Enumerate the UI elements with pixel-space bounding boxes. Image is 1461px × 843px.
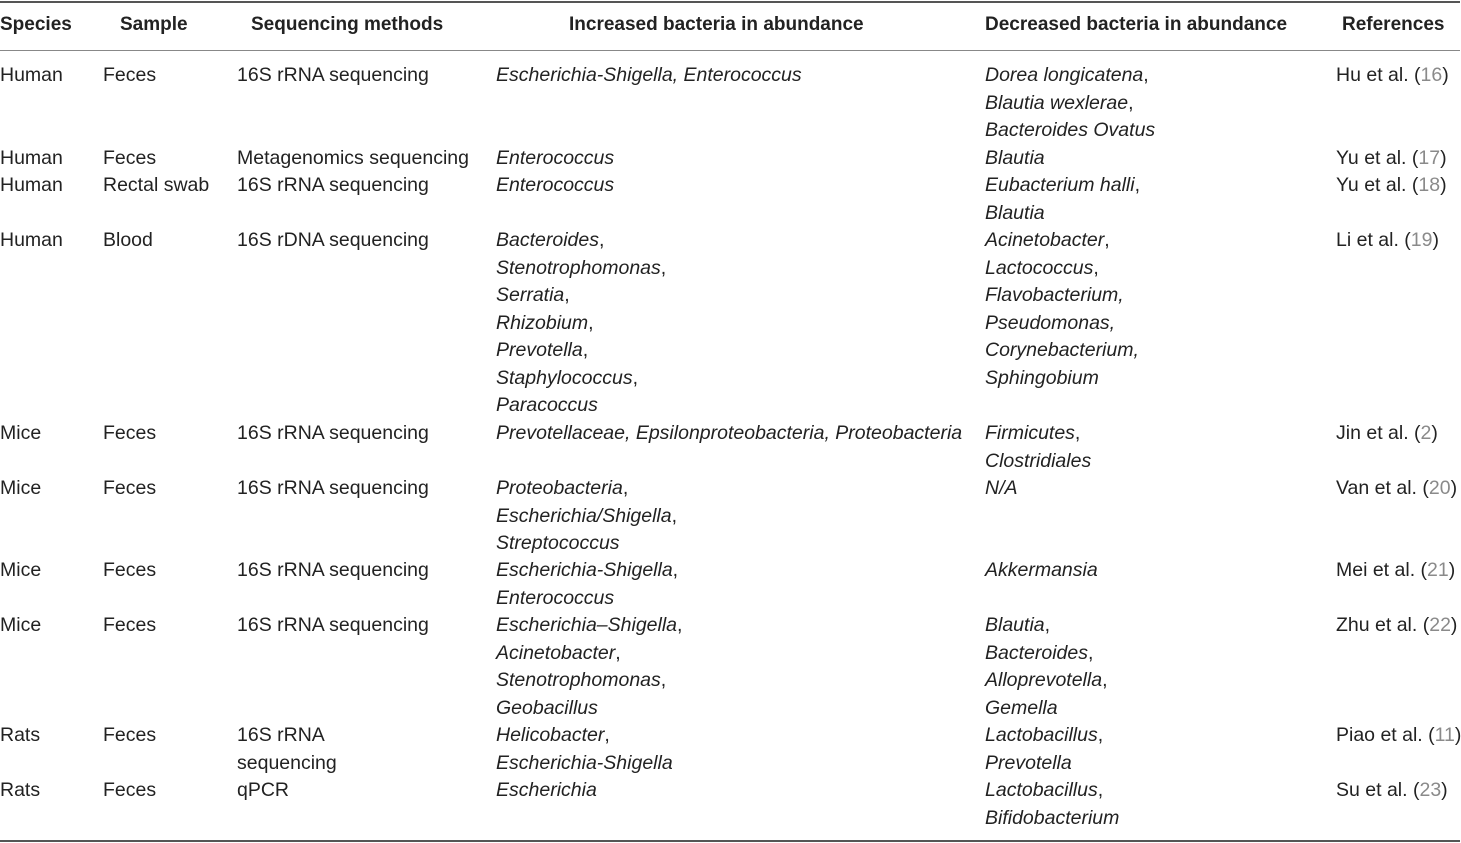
decreased-line (985, 750, 1103, 778)
increased-line (496, 530, 677, 558)
reference-author: Van et al. ( (1336, 477, 1429, 499)
taxon-name: Blautia (985, 147, 1045, 169)
increased-line (496, 640, 682, 668)
method-cell (237, 172, 429, 200)
increased-line (496, 310, 666, 338)
taxon-separator: , (604, 724, 610, 746)
reference-author: Yu et al. ( (1336, 147, 1419, 169)
taxon-name: Stenotrophomonas (496, 669, 661, 691)
increased-line (496, 777, 597, 805)
sample-cell: Feces (103, 779, 157, 801)
species-cell: Human (0, 174, 63, 196)
taxon-name: Lactococcus (985, 256, 1094, 279)
increased-line (496, 392, 666, 420)
taxon-separator: , (671, 504, 678, 527)
decreased-cell (985, 227, 1139, 392)
taxon-name: Escherichia (496, 779, 597, 801)
increased-line (496, 365, 666, 393)
header-decreased-bacteria: Decreased bacteria in abundance (985, 14, 1288, 35)
reference-author: Jin et al. ( (1336, 422, 1421, 444)
taxon-separator: , (1134, 174, 1140, 196)
reference-number: 22 (1429, 614, 1451, 636)
taxon-separator: , (1104, 229, 1110, 251)
reference-close: ) (1432, 229, 1439, 251)
method-cell (237, 227, 429, 255)
taxon-name: Alloprevotella (985, 669, 1103, 691)
taxon-name: Lactobacillus (985, 779, 1098, 801)
decreased-line (985, 777, 1119, 805)
taxon-name: Prevotella (985, 751, 1072, 774)
method-line: sequencing (237, 751, 337, 774)
decreased-cell (985, 62, 1155, 145)
decreased-line (985, 172, 1140, 200)
taxon-name: Blautia wexlerae (985, 91, 1129, 114)
header-rule (0, 50, 1460, 51)
reference-number: 23 (1419, 779, 1442, 801)
reference-number: 11 (1434, 724, 1455, 746)
reference-close: ) (1431, 422, 1438, 444)
increased-line (496, 722, 673, 750)
decreased-line (985, 90, 1155, 118)
decreased-cell (985, 777, 1119, 832)
method-cell (237, 777, 289, 805)
method-cell (237, 420, 429, 448)
sample-cell: Feces (103, 559, 157, 581)
taxon-separator: , (1074, 422, 1081, 444)
taxon-name: Escherichia/Shigella (496, 504, 672, 527)
taxon-name: Escherichia-Shigella (496, 559, 673, 581)
increased-line (496, 227, 666, 255)
species-cell: Human (0, 64, 63, 86)
header-increased-bacteria: Increased bacteria in abundance (569, 14, 864, 35)
sample-cell: Feces (103, 614, 157, 636)
reference-number: 21 (1427, 559, 1449, 581)
increased-cell (496, 475, 677, 558)
decreased-line (985, 475, 1018, 503)
decreased-cell (985, 172, 1140, 227)
decreased-cell (985, 145, 1045, 173)
decreased-line (985, 557, 1098, 585)
taxon-separator: , (1102, 669, 1108, 691)
reference-cell (1336, 420, 1438, 448)
increased-cell (496, 227, 666, 420)
reference-cell (1336, 145, 1447, 173)
taxon-separator: , (1044, 614, 1051, 636)
increased-cell (496, 62, 802, 90)
taxon-name: Escherichia–Shigella (496, 614, 678, 636)
reference-close: ) (1440, 147, 1447, 169)
header-sample: Sample (120, 14, 188, 35)
reference-cell (1336, 722, 1461, 750)
taxon-separator: , (1143, 64, 1149, 86)
reference-cell (1336, 612, 1457, 640)
taxon-separator: , (660, 256, 667, 279)
reference-author: Mei et al. ( (1336, 559, 1428, 581)
decreased-line (985, 117, 1155, 145)
taxon-name: Acinetobacter (985, 229, 1105, 251)
header-species: Species (0, 14, 72, 35)
taxon-name: Bifidobacterium (985, 806, 1120, 829)
taxon-separator: , (615, 641, 621, 664)
reference-close: ) (1448, 559, 1456, 581)
increased-cell (496, 612, 682, 722)
taxon-name: Blautia (985, 614, 1045, 636)
taxon-name: Sphingobium (985, 366, 1099, 389)
taxon-name: Staphylococcus (496, 366, 633, 389)
taxon-name: Bacteroides (496, 229, 599, 251)
taxon-separator: , (588, 311, 594, 334)
reference-close: ) (1440, 174, 1447, 196)
reference-author: Piao et al. ( (1336, 724, 1435, 746)
increased-line (496, 255, 666, 283)
taxon-separator: , (1087, 641, 1094, 664)
method-cell (237, 557, 429, 585)
taxon-name: Proteobacteria (496, 477, 623, 499)
reference-close: ) (1441, 779, 1448, 801)
increased-line (496, 750, 673, 778)
method-line: 16S rRNA sequencing (237, 559, 429, 581)
decreased-cell (985, 420, 1091, 475)
decreased-line (985, 695, 1108, 723)
taxon-separator: , (1097, 779, 1104, 801)
reference-author: Hu et al. ( (1336, 64, 1421, 86)
decreased-cell (985, 722, 1103, 777)
method-line: 16S rRNA sequencing (237, 477, 429, 499)
method-cell (237, 612, 429, 640)
taxon-name: Geobacillus (496, 696, 598, 719)
species-cell: Mice (0, 614, 42, 636)
reference-cell (1336, 227, 1439, 255)
increased-cell (496, 557, 678, 612)
taxon-name: Enterococcus (496, 174, 615, 196)
taxon-name: Gemella (985, 696, 1058, 719)
reference-author: Zhu et al. ( (1336, 614, 1430, 636)
method-cell (237, 145, 469, 173)
taxon-separator: , (672, 559, 679, 581)
reference-close: ) (1454, 724, 1461, 746)
taxon-separator: , (1093, 256, 1099, 279)
decreased-line (985, 420, 1091, 448)
decreased-line (985, 337, 1139, 365)
taxon-separator: , (632, 366, 638, 389)
taxon-name: Enterococcus (496, 147, 615, 169)
increased-line (496, 695, 682, 723)
species-cell: Human (0, 229, 63, 251)
increased-line (496, 62, 802, 90)
reference-number: 2 (1420, 422, 1432, 444)
taxon-name: Prevotella (496, 339, 583, 361)
table-top-rule (0, 1, 1460, 3)
increased-cell (496, 172, 614, 200)
increased-cell (496, 777, 597, 805)
increased-line (496, 420, 962, 448)
sample-cell: Feces (103, 422, 157, 444)
taxon-name: Escherichia-Shigella (496, 751, 673, 774)
taxon-name: Bacteroides Ovatus (985, 119, 1156, 141)
taxon-separator: , (1097, 724, 1104, 746)
decreased-line (985, 62, 1155, 90)
decreased-line (985, 255, 1139, 283)
decreased-line (985, 227, 1139, 255)
sample-cell: Feces (103, 64, 157, 86)
taxon-name: Pseudomonas, (985, 311, 1116, 334)
increased-line (496, 145, 614, 173)
sample-cell: Feces (103, 724, 157, 746)
decreased-line (985, 640, 1108, 668)
species-cell: Rats (0, 779, 41, 801)
taxon-name: Helicobacter (496, 724, 605, 746)
reference-number: 20 (1428, 477, 1451, 499)
taxon-separator: , (660, 669, 667, 691)
header-sequencing-methods: Sequencing methods (251, 14, 444, 35)
sample-cell: Blood (103, 229, 153, 251)
reference-cell (1336, 777, 1448, 805)
taxon-name: Streptococcus (496, 532, 620, 554)
species-cell: Human (0, 147, 63, 169)
decreased-cell (985, 612, 1108, 722)
taxon-name: Flavobacterium, (985, 284, 1124, 306)
reference-author: Yu et al. ( (1336, 174, 1419, 196)
taxon-name: Stenotrophomonas (496, 256, 661, 279)
method-cell (237, 62, 429, 90)
decreased-line (985, 310, 1139, 338)
decreased-line (985, 448, 1091, 476)
taxon-separator: , (677, 614, 683, 636)
taxon-name: Akkermansia (985, 559, 1098, 581)
method-line: 16S rRNA sequencing (237, 64, 429, 86)
reference-number: 17 (1418, 147, 1441, 169)
taxon-name: Clostridiales (985, 449, 1092, 472)
increased-line (496, 475, 677, 503)
decreased-line (985, 365, 1139, 393)
taxon-separator: , (1128, 91, 1134, 114)
taxon-name: Escherichia-Shigella, Enterococcus (496, 64, 802, 86)
taxon-separator: , (622, 477, 629, 499)
method-line: Metagenomics sequencing (237, 147, 469, 169)
taxon-name: Serratia (496, 284, 565, 306)
increased-line (496, 585, 678, 613)
increased-line (496, 337, 666, 365)
reference-cell (1336, 475, 1457, 503)
taxon-name: Enterococcus (496, 586, 615, 609)
increased-cell (496, 145, 614, 173)
sample-cell: Feces (103, 147, 157, 169)
taxon-name: Dorea longicatena (985, 64, 1144, 86)
method-line: 16S rRNA sequencing (237, 614, 429, 636)
reference-cell (1336, 557, 1455, 585)
taxon-name: Lactobacillus (985, 724, 1098, 746)
reference-number: 18 (1418, 174, 1441, 196)
header-references: References (1342, 14, 1445, 35)
taxon-separator: , (582, 339, 589, 361)
decreased-line (985, 612, 1108, 640)
reference-number: 19 (1410, 229, 1433, 251)
taxon-name: Acinetobacter (496, 641, 616, 664)
table-bottom-rule (0, 840, 1460, 842)
reference-close: ) (1450, 477, 1458, 499)
method-cell (237, 475, 429, 503)
taxon-name: Rhizobium (496, 311, 589, 334)
reference-author: Su et al. ( (1336, 779, 1420, 801)
method-line: 16S rRNA sequencing (237, 422, 429, 444)
sample-cell: Rectal swab (103, 174, 210, 196)
taxon-name: N/A (985, 477, 1018, 499)
method-line: qPCR (237, 779, 290, 801)
species-cell: Mice (0, 559, 42, 581)
decreased-cell (985, 475, 1018, 503)
method-line: 16S rRNA (237, 724, 325, 746)
decreased-line (985, 282, 1139, 310)
reference-cell (1336, 62, 1449, 90)
sample-cell: Feces (103, 477, 157, 499)
reference-author: Li et al. ( (1336, 229, 1411, 251)
taxon-name: Firmicutes (985, 422, 1075, 444)
increased-line (496, 282, 666, 310)
increased-cell (496, 420, 962, 448)
taxon-name: Blautia (985, 201, 1045, 224)
taxon-name: Prevotellaceae, Epsilonproteobacteria, Proteobacteria (496, 422, 963, 444)
taxon-separator: , (598, 229, 605, 251)
decreased-cell (985, 557, 1098, 585)
decreased-line (985, 722, 1103, 750)
taxon-name: Bacteroides (985, 641, 1088, 664)
taxon-name: Paracoccus (496, 394, 598, 416)
method-line: 16S rRNA sequencing (237, 174, 429, 196)
taxon-separator: , (564, 284, 570, 306)
species-cell: Mice (0, 422, 42, 444)
species-cell: Rats (0, 724, 41, 746)
reference-number: 16 (1420, 64, 1443, 86)
decreased-line (985, 145, 1045, 173)
reference-cell (1336, 172, 1447, 200)
increased-line (496, 612, 682, 640)
increased-line (496, 557, 678, 585)
increased-line (496, 503, 677, 531)
taxon-name: Eubacterium halli (985, 174, 1135, 196)
increased-line (496, 667, 682, 695)
decreased-line (985, 200, 1140, 228)
method-cell (237, 722, 337, 777)
decreased-line (985, 667, 1108, 695)
taxon-name: Corynebacterium, (985, 339, 1139, 361)
reference-close: ) (1450, 614, 1458, 636)
method-line: 16S rDNA sequencing (237, 229, 429, 251)
increased-line (496, 172, 614, 200)
decreased-line (985, 805, 1119, 833)
species-cell: Mice (0, 477, 42, 499)
reference-close: ) (1442, 64, 1449, 86)
increased-cell (496, 722, 673, 777)
